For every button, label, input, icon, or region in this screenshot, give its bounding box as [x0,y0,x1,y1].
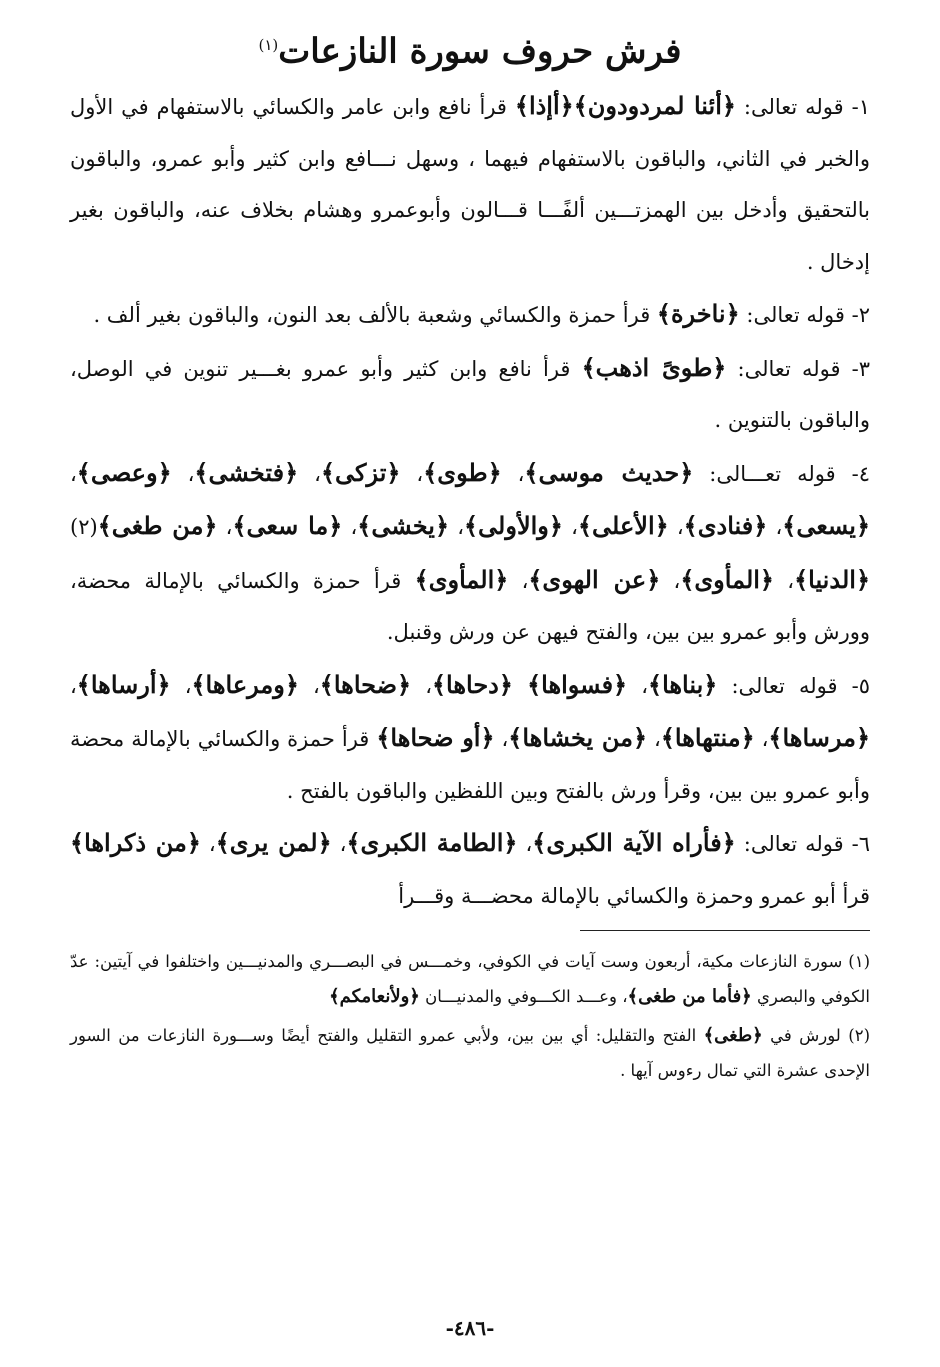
quranic-phrase: ﴿طوىً اذهب﴾ [581,352,727,382]
quranic-phrase: ﴿فنادى﴾ [683,511,768,541]
paragraph [70,342,870,447]
footnote [70,1018,870,1088]
text-run: ، [200,832,216,857]
item-number: ٢- [844,303,870,328]
quranic-phrase: ﴿أإذا﴾ [514,91,574,121]
text-run: قرأ نافع وابن كثير وأبو عمرو بغـــير تنوين في الوصل، والباقون بالتنوين . [70,356,870,433]
text-run: ، [449,515,464,540]
quranic-phrase: ﴿فتخشى﴾ [194,457,299,487]
text-run: ، [517,832,533,857]
text-run: ، [627,673,649,698]
text-run: قوله تعالى: [739,303,845,328]
text-run: قوله تعالى: [717,673,838,698]
quranic-phrase: ﴿ناخرة﴾ [656,299,740,329]
item-number: (٢) [840,1026,870,1046]
text-run: ، [170,673,192,698]
item-number: ٥- [837,673,871,698]
text-run: ، وعـــد الكـــوفي والمدنيـــان [419,987,628,1007]
quranic-phrase: ﴿طغى﴾ [703,1025,763,1047]
quranic-phrase: ﴿الأعلى﴾ [577,511,669,541]
footnotes [70,944,870,1088]
text-run: ، [70,461,77,486]
quranic-phrase: ﴿أرساها﴾ [76,669,171,699]
text-run: قرأ حمزة والكسائي بالإمالة محضة وأبو عمرو بين بين، وقرأ ورش بالفتح وبين اللفظين والباقون بالفتح . [70,727,870,803]
quranic-phrase: ﴿تزكى﴾ [320,457,401,487]
quranic-phrase: ﴿المأوى﴾ [414,564,509,594]
paragraph [70,659,870,818]
quranic-phrase: ﴿وعصى﴾ [76,457,172,487]
text-run: ، [668,515,684,540]
text-run: قوله تعالى: [735,95,844,120]
text-run: ، [508,568,529,593]
text-run: ، [660,568,681,593]
item-number: ١- [843,95,870,120]
text-run: ، [411,673,432,698]
footnote [70,944,870,1014]
paragraph [70,288,870,342]
quranic-phrase: ﴿دحاها﴾ [431,669,513,699]
text-run: قرأ حمزة والكسائي بالإمالة محضة، وورش وأبو عمرو بين بين، والفتح فيهن عن ورش وقنبل. [70,568,870,645]
text-run: قرأ أبو عمرو وحمزة والكسائي بالإمالة محضـــة وقـــرأ [398,883,870,908]
title-footnote-ref: (١) [258,36,279,54]
quranic-phrase: ﴿يخشى﴾ [357,511,450,541]
page-title [70,22,870,74]
quranic-phrase: ﴿الدنيا﴾ [794,564,870,594]
text-run: ، [754,727,769,752]
text-run: ، [171,461,195,486]
text-run: (٢) [70,515,98,540]
text-run: ، [298,673,320,698]
quranic-phrase: ﴿المأوى﴾ [680,564,774,594]
quranic-phrase: ﴿ولأنعامكم﴾ [329,986,420,1008]
quranic-phrase: ﴿أو ضحاها﴾ [376,723,495,753]
quranic-phrase: ﴿والأولى﴾ [463,511,563,541]
text-run: قرأ نافع وابن عامر والكسائي بالاستفهام في الأول والخبر في الثاني، والباقون بالاستفهام فيهما ، وسهل نـــافع وابن كثير وأبو عمرو، والباقون بالتحقيق وأدخل بين الهمزتـــين ألفًـــا قـــالون وأبوعمرو وهشام بخلاف عنه، والباقون بغير إدخال . [70,95,870,274]
text-run: ، [647,727,661,752]
item-number: ٣- [840,356,871,381]
text-run: قرأ حمزة والكسائي وشعبة بالألف بعد النون، والباقون بغير ألف . [93,303,657,328]
quranic-phrase: ﴿حديث موسى﴾ [524,457,694,487]
quranic-phrase: ﴿فأما من طغى﴾ [627,986,752,1008]
text-run: ، [767,515,783,540]
document-page [70,12,870,1352]
quranic-phrase: ﴿أئنا لمردودون﴾ [573,91,736,121]
quranic-phrase: ﴿منتهاها﴾ [660,723,755,753]
text-run: قوله تعالى: [726,356,841,381]
text-run: ، [494,727,509,752]
text-run [513,674,527,698]
quranic-phrase: ﴿من طغى﴾ [97,511,218,541]
text-run: سورة النازعات مكية، أربعون وست آيات في الكوفي، وخمـــس في البصـــري والمدنيـــين واختلفوا في آيتين: عدّ الكوفي والبصري [70,952,870,1007]
quranic-phrase: ﴿يسعى﴾ [782,511,871,541]
item-number: ٦- [843,832,871,857]
quranic-phrase: ﴿عن الهوى﴾ [528,564,661,594]
text-run: ، [562,515,578,540]
main-text [70,80,870,922]
paragraph [70,817,870,922]
quranic-phrase: ﴿الطامة الكبرى﴾ [346,828,518,858]
quranic-phrase: ﴿بناها﴾ [648,669,718,699]
text-run: قوله تعالى: [735,832,844,857]
quranic-phrase: ﴿مرساها﴾ [768,723,871,753]
text-run: ، [331,832,347,857]
quranic-phrase: ﴿ومرعاها﴾ [191,669,299,699]
quranic-phrase: ﴿فسواها﴾ [527,669,628,699]
text-run: ، [342,515,358,540]
text-run: ، [501,461,525,486]
paragraph [70,80,870,288]
text-run: ، [774,568,795,593]
text-run: لورش في [762,1026,841,1046]
text-run: ، [400,461,424,486]
quranic-phrase: ﴿فأراه الآية الكبرى﴾ [532,828,736,858]
item-number: ٤- [835,461,871,486]
text-run: ، [70,673,77,698]
text-run: ، [298,461,321,486]
text-run: قوله تعـــالى: [693,461,836,486]
text-run: ، [217,515,233,540]
paragraph [70,447,870,659]
quranic-phrase: ﴿من يخشاها﴾ [508,723,648,753]
text-run: الفتح والتقليل: أي بين بين، ولأبي عمرو التقليل والفتح أيضًا وســـورة النازعات من السور الإحدى عشرة التي تمال رءوس آيها . [70,1026,870,1081]
item-number: (١) [842,952,870,972]
quranic-phrase: ﴿من ذكراها﴾ [70,828,201,858]
page-number: -٤٨٦- [445,1316,495,1340]
quranic-phrase: ﴿ما سعى﴾ [232,511,343,541]
footnote-separator [70,924,870,938]
quranic-phrase: ﴿طوى﴾ [423,457,502,487]
title-text: فرش حروف سورة النازعات [278,31,682,72]
quranic-phrase: ﴿ضحاها﴾ [319,669,412,699]
quranic-phrase: ﴿لمن يرى﴾ [215,828,332,858]
